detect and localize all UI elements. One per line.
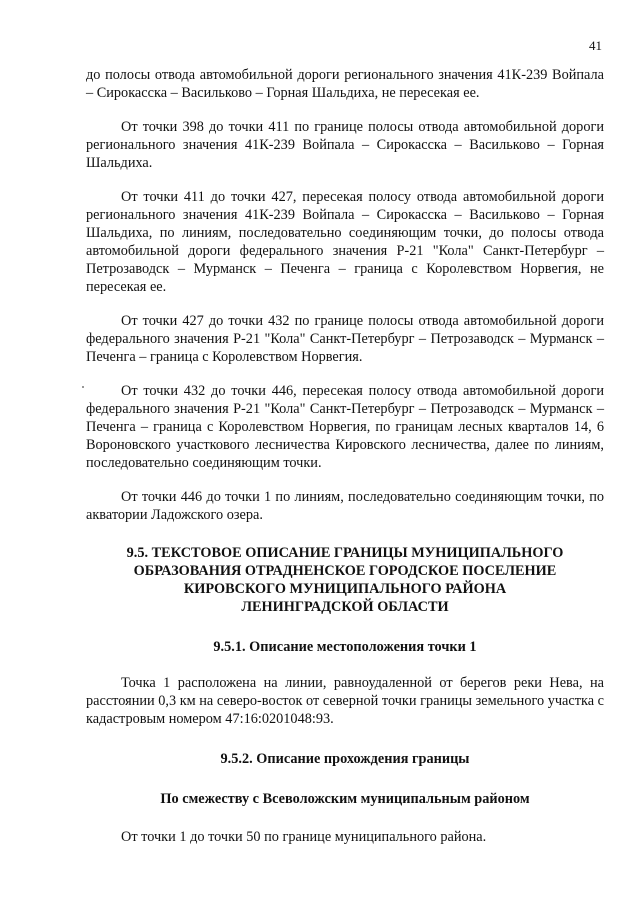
paragraph-points-427-432: От точки 427 до точки 432 по границе полосы отвода автомобильной дороги федерального значения Р-21 "Кола" Санкт-Петербург – Петрозаводск – Мурманск – Печенга – граница с Королевством Норвегия.	[86, 313, 604, 365]
document-body	[86, 66, 604, 846]
paragraph-continuation: до полосы отвода автомобильной дороги регионального значения 41К-239 Войпала – Сирокасска – Васильково – Горная Шальдиха, не пересекая ее.	[86, 67, 604, 101]
section-heading-line: ЛЕНИНГРАДСКОЙ ОБЛАСТИ	[241, 599, 449, 615]
section-heading-line: 9.5. ТЕКСТОВОЕ ОПИСАНИЕ ГРАНИЦЫ МУНИЦИПАЛЬНОГО	[126, 545, 564, 561]
margin-speck	[82, 386, 84, 388]
subsection-2-title: 9.5.2. Описание прохождения границы	[220, 751, 470, 767]
section-heading	[86, 544, 604, 616]
section-heading-line: ОБРАЗОВАНИЯ ОТРАДНЕНСКОЕ ГОРОДСКОЕ ПОСЕЛЕНИЕ	[133, 563, 557, 579]
adjacency-title: По смежеству с Всеволожским муниципальным районом	[160, 791, 530, 807]
paragraph-points-432-446: От точки 432 до точки 446, пересекая полосу отвода автомобильной дороги федерального значения Р-21 "Кола" Санкт-Петербург – Петрозаводск – Мурманск – Печенга – граница с Королевством Норвегия, по границам лесных кварталов 14, 6 Вороновского участкового лесничества Кировского лесничества, далее по линиям, последовательно соединяющим точки.	[86, 383, 604, 471]
subsection-1-text: Точка 1 расположена на линии, равноудаленной от берегов реки Нева, на расстоянии 0,3 км на северо-восток от северной точки границы земельного участка с кадастровым номером 47:16:0201048:93.	[86, 675, 604, 727]
paragraph-points-398-411: От точки 398 до точки 411 по границе полосы отвода автомобильной дороги регионального значения 41К-239 Войпала – Сирокасска – Васильково – Горная Шальдиха.	[86, 119, 604, 171]
subsection-2-text: От точки 1 до точки 50 по границе муниципального района.	[121, 829, 487, 845]
subsection-1-title: 9.5.1. Описание местоположения точки 1	[213, 639, 477, 655]
section-heading-line: КИРОВСКОГО МУНИЦИПАЛЬНОГО РАЙОНА	[183, 581, 507, 597]
paragraph-points-446-1: От точки 446 до точки 1 по линиям, последовательно соединяющим точки, по акватории Ладожского озера.	[86, 489, 604, 523]
page-number: 41	[589, 38, 602, 53]
paragraph-points-411-427: От точки 411 до точки 427, пересекая полосу отвода автомобильной дороги регионального значения 41К-239 Войпала – Сирокасска – Васильково – Горная Шальдиха, по линиям, последовательно соединяющим точки, до полосы отвода автомобильной дороги федерального значения Р-21 "Кола" Санкт-Петербург – Петрозаводск – Мурманск – Печенга – граница с Королевством Норвегия, не пересекая ее.	[86, 189, 604, 295]
